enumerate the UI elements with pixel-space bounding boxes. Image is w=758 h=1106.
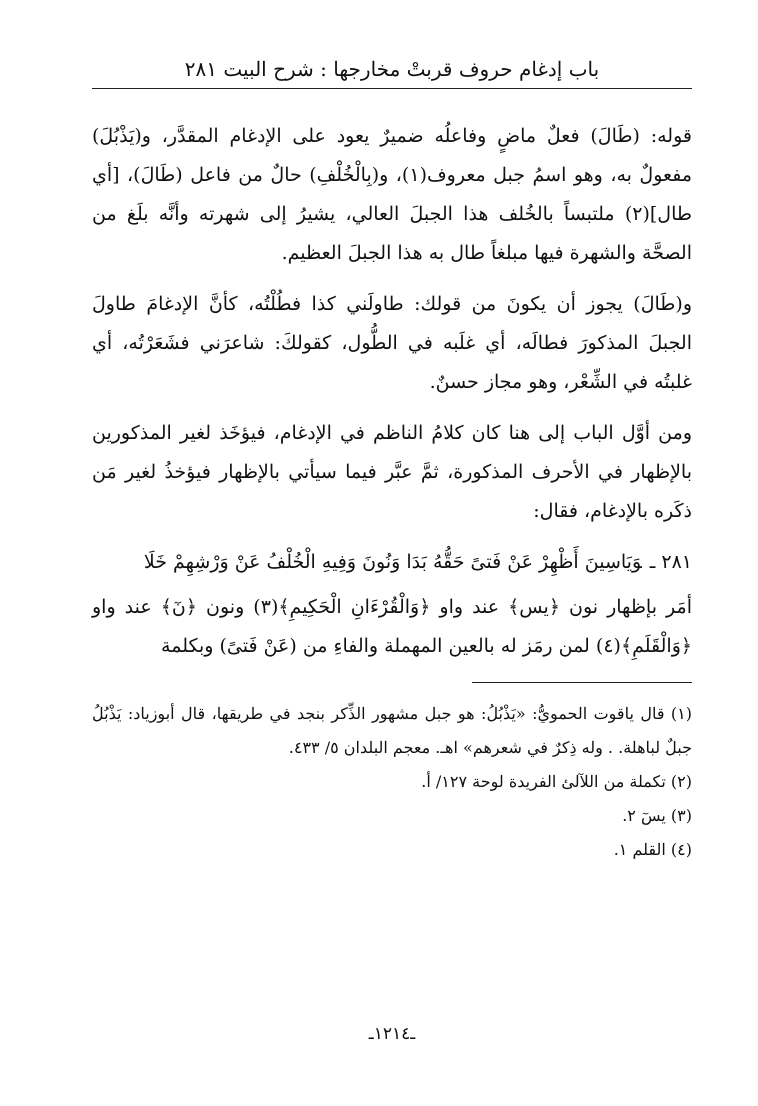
footnotes	[92, 697, 692, 867]
verse-text: وَيَاسِينَ أَظْهِرْ عَنْ فَتىً حَقُّهُ بَدَا وَنُونَ وَفِيهِ الْخُلْفُ عَنْ وَرْشِهِمْ خَلَا	[143, 551, 642, 573]
paragraph: قوله: (طَالَ) فعلٌ ماضٍ وفاعلُه ضميرٌ يعود على الإدغام المقدَّر، و(يَذْبُلَ) مفعولٌ به، وهو اسمُ جبل معروف(١)، و(بِالْخُلْفِ) حالٌ من فاعل (طَالَ)، [أي طال](٢) ملتبساً بالخُلف هذا الجبلَ العالي، يشيرُ إلى شهرته وأنَّه بلَغ من الصحَّة والشهرة فيها مبلغاً طال به هذا الجبلَ العظيم.	[92, 125, 693, 264]
verse-number: ٢٨١ ـ	[649, 551, 692, 573]
paragraph: و(طَالَ) يجوز أن يكونَ من قولك: طاولَني كذا فطُلْتُه، كأنَّ الإدغامَ طاولَ الجبلَ المذكورَ فطالَه، أي غلَبه في الطُّول، كقولكَ: شاعرَني فشَعَرْتُه، أي غلبتُه في الشِّعْر، وهو مجاز حسنٌ.	[92, 293, 692, 393]
footnote: (٢) تكملة من اللآلئ الفريدة لوحة ١٢٧/ أ.	[421, 772, 692, 791]
main-text	[92, 117, 692, 666]
footnote: (١) قال ياقوت الحمويُّ: «يَذْبُلُ: هو جبل مشهور الذِّكر بنجد في طريقها، قال أبوزياد: يَذْبُلُ جبلٌ لباهلة. . وله ذِكرٌ في شعرهم» اهـ. معجم البلدان ٥/ ٤٣٣.	[92, 704, 692, 757]
paragraph: ومن أوَّل الباب إلى هنا كان كلامُ الناظم في الإدغام، فيؤخَذ لغير المذكورين بالإظهار في الأحرف المذكورة، ثمَّ عبَّر فيما سيأتي بالإظهار فيؤخذُ لغير مَن ذكَره بالإدغام، فقال:	[92, 422, 692, 522]
book-page	[92, 40, 692, 1080]
footnote: (٤) القلم ١.	[613, 840, 692, 859]
poem-verse	[92, 543, 692, 582]
running-header: باب إدغام حروف قربتْ مخارجها : شرح البيت ٢٨١	[184, 57, 600, 81]
header-rule	[92, 88, 692, 89]
footnote-rule	[472, 682, 692, 683]
paragraph: أمَر بإظهار نون ﴿يس﴾ عند واو ﴿وَالْقُرْءَانِ الْحَكِيمِ﴾(٣) ونون ﴿نٓ﴾ عند واو ﴿وَالْقَلَمِ﴾(٤) لمن رمَز له بالعين المهملة والفاءِ من (عَنْ فَتىً) وبكلمة	[92, 596, 692, 657]
page-number: ـ١٢١٤ـ	[368, 1024, 416, 1044]
footnote: (٣) يسٓ ٢.	[622, 806, 692, 825]
